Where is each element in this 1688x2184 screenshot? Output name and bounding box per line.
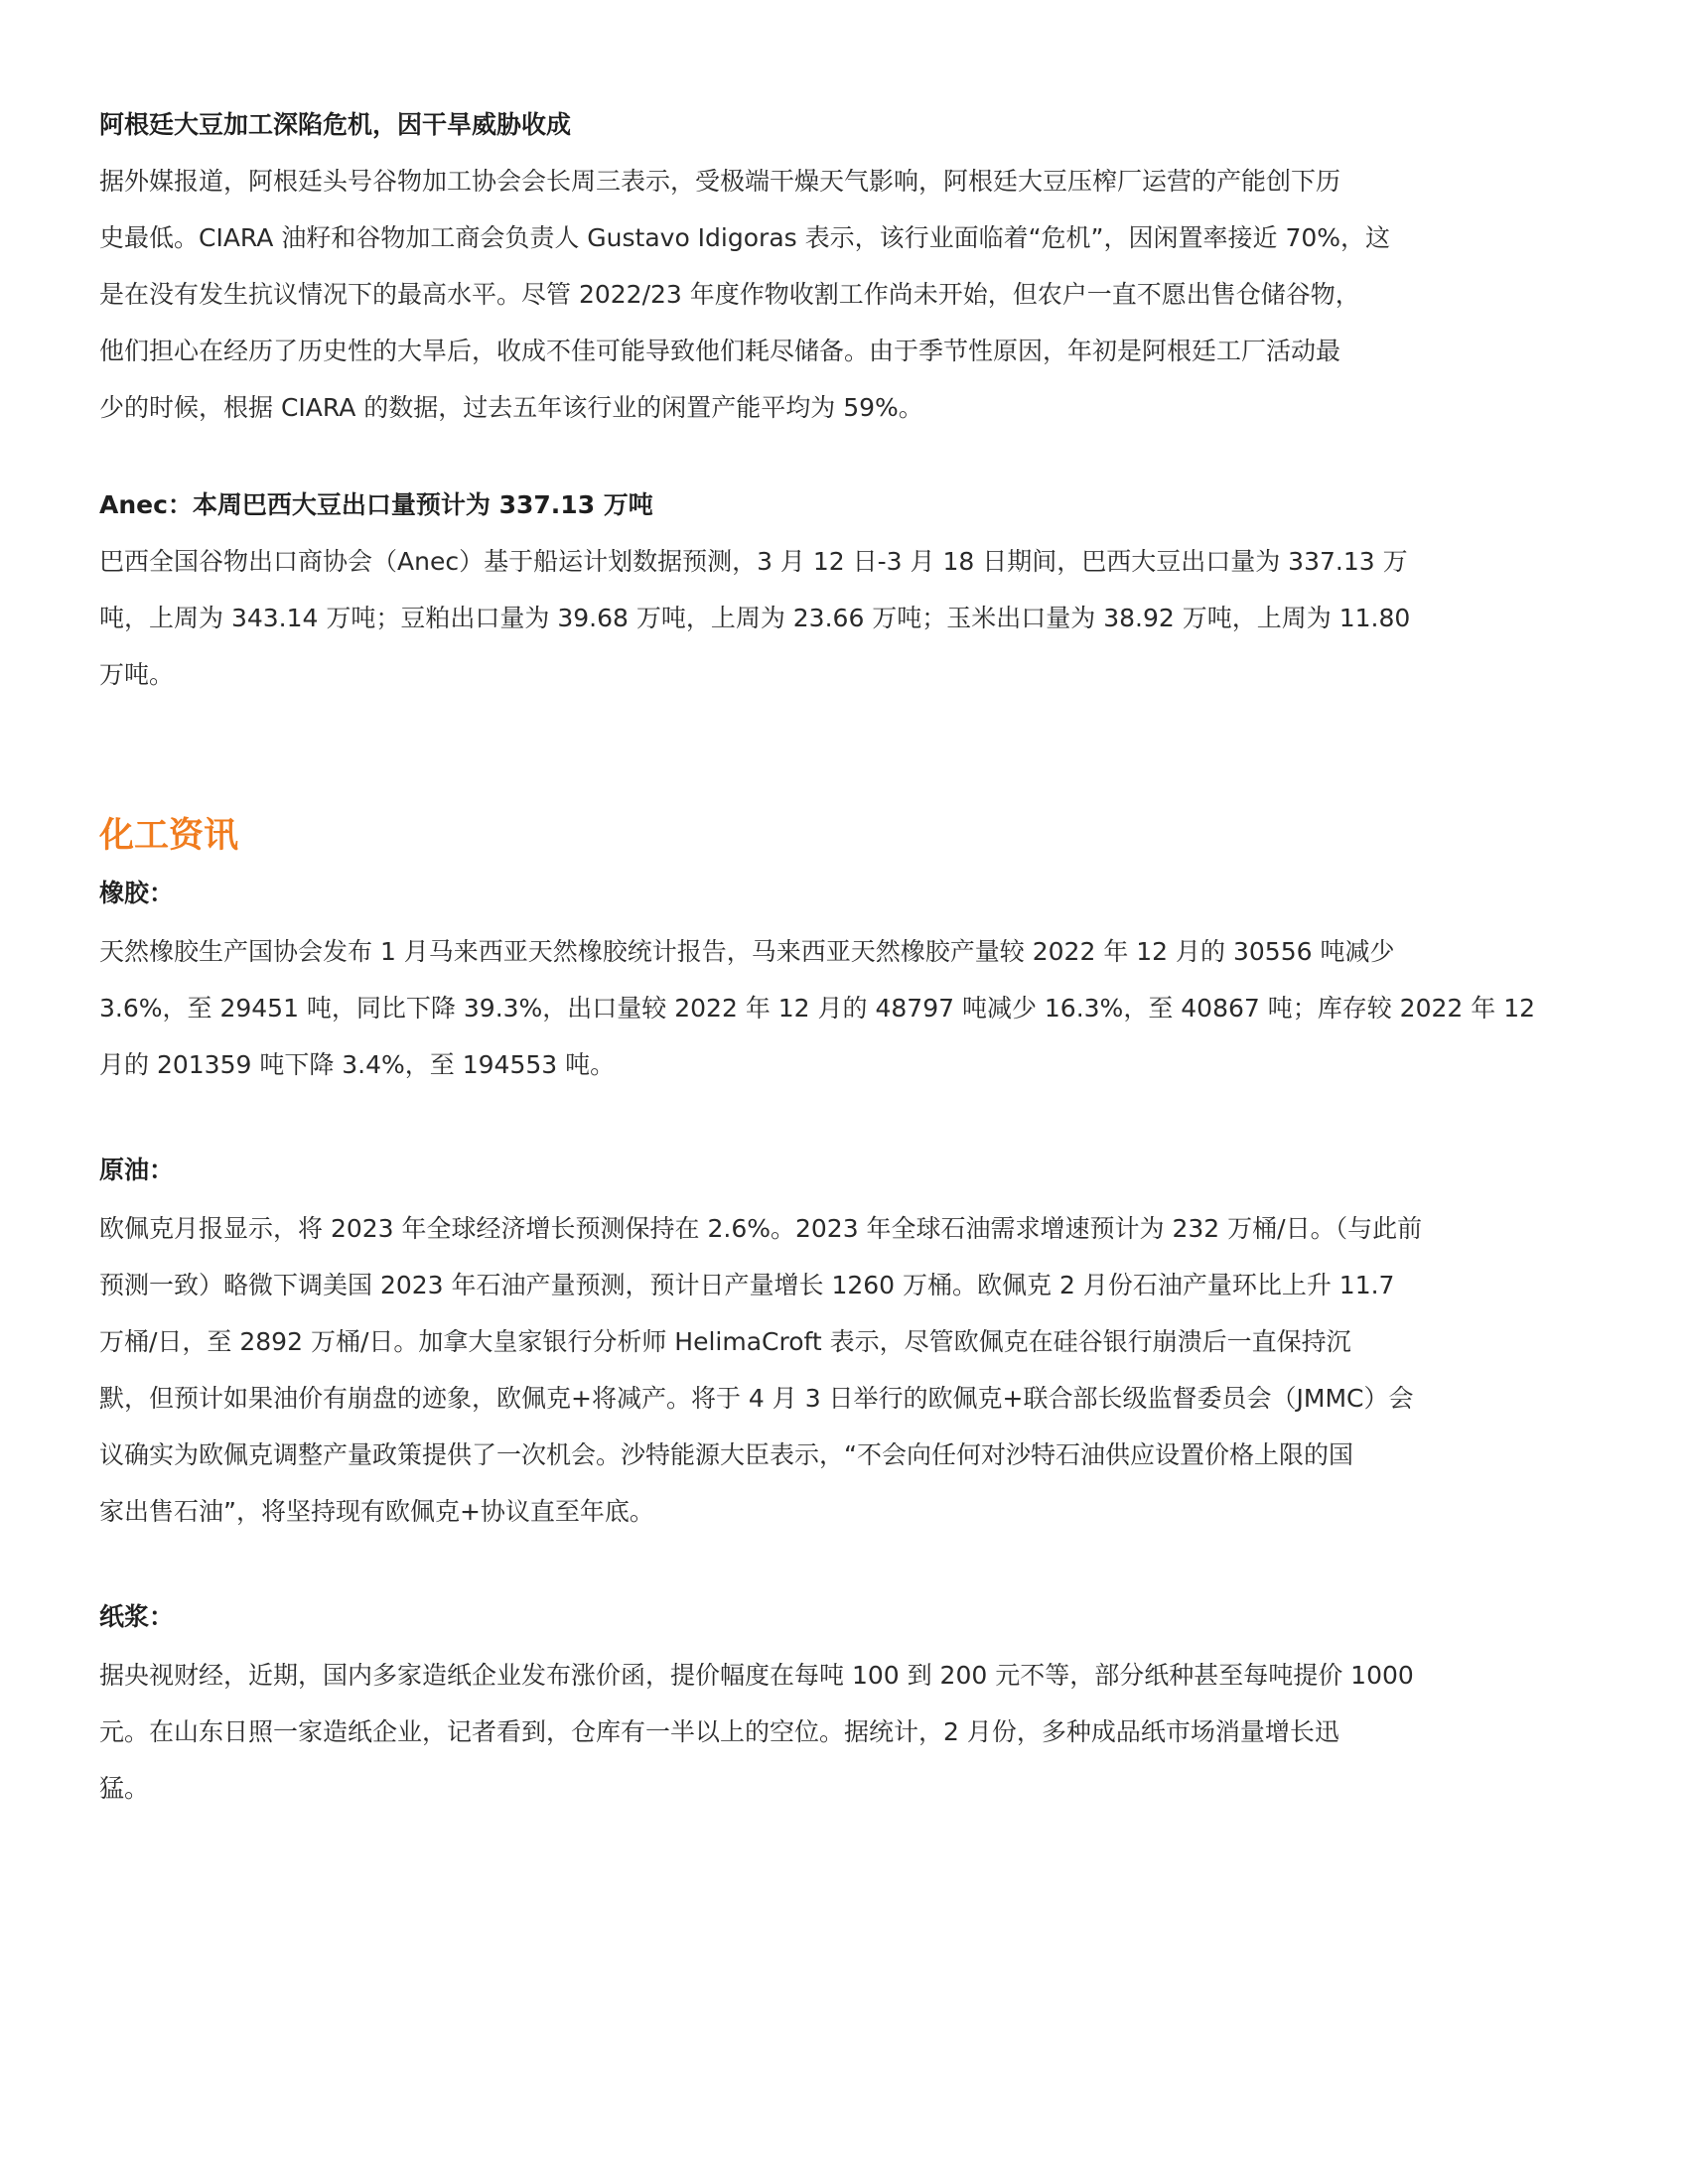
article-body [99,533,1599,703]
chem-item-pulp [99,1595,1599,1817]
subsection-body [99,1647,1599,1817]
text-line: 家出售石油”，将坚持现有欧佩克+协议直至年底。 [99,1497,654,1526]
text-line: 史最低。CIARA 油籽和谷物加工商会负责人 Gustavo Idigoras 表示，该行业面临着“危机”，因闲置率接近 70%，这 [99,223,1391,252]
article-anec-brazil-soybean [99,483,1599,703]
text-line: 月的 201359 吨下降 3.4%，至 194553 吨。 [99,1050,616,1079]
chem-item-crude-oil [99,1149,1599,1540]
text-line: 他们担心在经历了历史性的大旱后，收成不佳可能导致他们耗尽储备。由于季节性原因，年初是阿根廷工厂活动最 [99,337,1341,365]
text-line: 预测一致）略微下调美国 2023 年石油产量预测，预计日产量增长 1260 万桶。欧佩克 2 月份石油产量环比上升 11.7 [99,1271,1395,1299]
text-line: 吨，上周为 343.14 万吨；豆粕出口量为 39.68 万吨，上周为 23.66 万吨；玉米出口量为 38.92 万吨，上周为 11.80 [99,604,1411,632]
subsection-title: 纸浆： [99,1602,175,1631]
text-line: 天然橡胶生产国协会发布 1 月马来西亚天然橡胶统计报告，马来西亚天然橡胶产量较 2022 年 12 月的 30556 吨减少 [99,937,1395,966]
text-line: 据外媒报道，阿根廷头号谷物加工协会会长周三表示，受极端干燥天气影响，阿根廷大豆压榨厂运营的产能创下历 [99,167,1341,196]
subsection-body [99,1200,1599,1540]
text-line: 默，但预计如果油价有崩盘的迹象，欧佩克+将减产。将于 4 月 3 日举行的欧佩克+联合部长级监督委员会（JMMC）会 [99,1384,1414,1413]
chem-item-rubber [99,872,1599,1093]
text-line: 万吨。 [99,660,175,689]
document-page [99,103,1599,1817]
article-body [99,153,1599,436]
chem-news-section [99,810,1599,1817]
subsection-title: 橡胶： [99,879,175,907]
text-line: 议确实为欧佩克调整产量政策提供了一次机会。沙特能源大臣表示，“不会向任何对沙特石油供应设置价格上限的国 [99,1440,1353,1469]
article-title: 阿根廷大豆加工深陷危机，因干旱威胁收成 [99,110,572,139]
article-title: Anec：本周巴西大豆出口量预计为 337.13 万吨 [99,490,653,519]
text-line: 据央视财经，近期，国内多家造纸企业发布涨价函，提价幅度在每吨 100 到 200 元不等，部分纸种甚至每吨提价 1000 [99,1661,1414,1690]
text-line: 3.6%，至 29451 吨，同比下降 39.3%，出口量较 2022 年 12 月的 48797 吨减少 16.3%，至 40867 吨；库存较 2022 年 12 [99,994,1536,1023]
subsection-body [99,923,1599,1093]
text-line: 少的时候，根据 CIARA 的数据，过去五年该行业的闲置产能平均为 59%。 [99,393,923,422]
text-line: 猛。 [99,1774,150,1803]
text-line: 元。在山东日照一家造纸企业，记者看到，仓库有一半以上的空位。据统计，2 月份，多种成品纸市场消量增长迅 [99,1717,1339,1746]
subsection-title: 原油： [99,1156,175,1184]
article-argentina-soybean [99,103,1599,436]
text-line: 欧佩克月报显示，将 2023 年全球经济增长预测保持在 2.6%。2023 年全球石油需求增速预计为 232 万桶/日。（与此前 [99,1214,1423,1243]
text-line: 是在没有发生抗议情况下的最高水平。尽管 2022/23 年度作物收割工作尚未开始，但农户一直不愿出售仓储谷物， [99,280,1360,309]
text-line: 巴西全国谷物出口商协会（Anec）基于船运计划数据预测，3 月 12 日-3 月 18 日期间，巴西大豆出口量为 337.13 万 [99,547,1408,576]
text-line: 万桶/日，至 2892 万桶/日。加拿大皇家银行分析师 HelimaCroft 表示，尽管欧佩克在硅谷银行崩溃后一直保持沉 [99,1327,1351,1356]
section-title: 化工资讯 [99,816,239,856]
